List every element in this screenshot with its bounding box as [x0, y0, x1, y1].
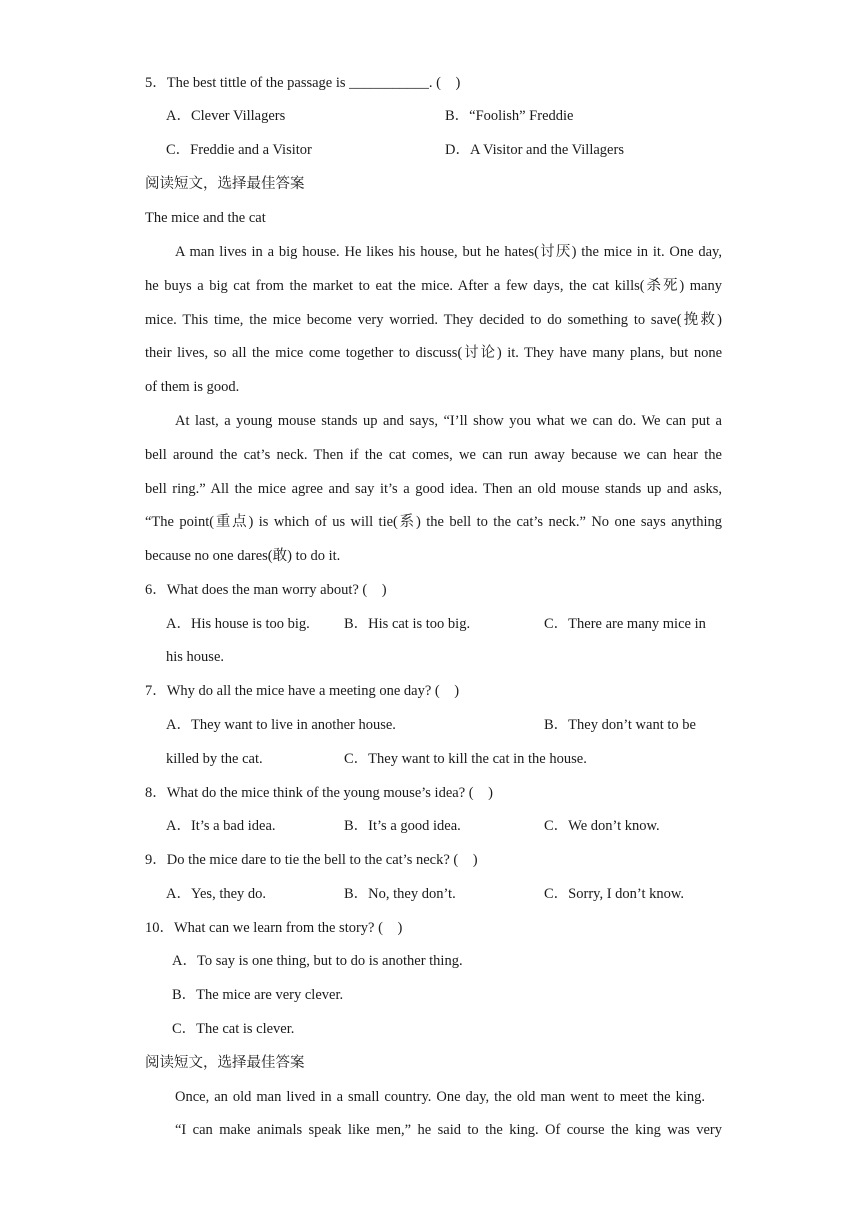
- q10-option-b[interactable]: B．The mice are very clever.: [172, 987, 344, 1003]
- passage-title: The mice and the cat: [145, 210, 266, 226]
- q5-option-b[interactable]: B．“Foolish” Freddie: [445, 108, 574, 124]
- q7-option-b-continued: killed by the cat.: [166, 751, 263, 767]
- q5-option-a[interactable]: A．Clever Villagers: [166, 108, 286, 124]
- passage-line: A man lives in a big house. He likes his house, but he hates(讨厌) the mice in it. One day,: [175, 244, 722, 260]
- passage-line: because no one dares(敢) to do it.: [145, 548, 341, 564]
- section-instruction: 阅读短文，选择最佳答案: [145, 1055, 305, 1071]
- q8-option-c[interactable]: C．We don’t know.: [544, 818, 660, 834]
- q7-option-b[interactable]: B．They don’t want to be: [544, 717, 696, 733]
- passage-line: “The point(重点) is which of us will tie(系) the bell to the cat’s neck.” No one says anything: [145, 514, 722, 530]
- q9-option-a[interactable]: A．Yes, they do.: [166, 886, 267, 902]
- q6-option-b[interactable]: B．His cat is too big.: [344, 616, 471, 632]
- passage-line: bell ring.” All the mice agree and say it’s a good idea. Then an old mouse stands up and asks,: [145, 481, 722, 497]
- passage-line: of them is good.: [145, 379, 240, 395]
- passage-line: At last, a young mouse stands up and says, “I’ll show you what we can do. We can put a: [175, 413, 722, 429]
- q5-stem: 5．The best tittle of the passage is ___________. ( ): [145, 75, 461, 91]
- q7-option-c[interactable]: C．They want to kill the cat in the house.: [344, 751, 587, 767]
- passage-line: Once, an old man lived in a small country. One day, the old man went to meet the king.: [175, 1089, 705, 1105]
- q7-stem: 7．Why do all the mice have a meeting one day? ( ): [145, 683, 460, 699]
- q6-stem: 6．What does the man worry about? ( ): [145, 582, 387, 598]
- passage-line: he buys a big cat from the market to eat the mice. After a few days, the cat kills(杀死) many: [145, 278, 722, 294]
- q6-option-c[interactable]: C．There are many mice in: [544, 616, 706, 632]
- q8-stem: 8．What do the mice think of the young mouse’s idea? ( ): [145, 785, 493, 801]
- q9-option-b[interactable]: B．No, they don’t.: [344, 886, 456, 902]
- q9-stem: 9．Do the mice dare to tie the bell to the cat’s neck? ( ): [145, 852, 478, 868]
- q5-option-d[interactable]: D．A Visitor and the Villagers: [445, 142, 624, 158]
- passage-line: their lives, so all the mice come together to discuss(讨论) it. They have many plans, but none: [145, 345, 722, 361]
- section-instruction: 阅读短文，选择最佳答案: [145, 176, 305, 192]
- q10-option-a[interactable]: A．To say is one thing, but to do is another thing.: [172, 953, 463, 969]
- passage-line: “I can make animals speak like men,” he said to the king. Of course the king was very: [175, 1122, 722, 1138]
- q8-option-b[interactable]: B．It’s a good idea.: [344, 818, 461, 834]
- passage-line: bell around the cat’s neck. Then if the cat comes, we can run away because we can hear the: [145, 447, 722, 463]
- q9-option-c[interactable]: C．Sorry, I don’t know.: [544, 886, 685, 902]
- q10-stem: 10．What can we learn from the story? ( ): [145, 920, 403, 936]
- passage-line: mice. This time, the mice become very worried. They decided to do something to save(挽救): [145, 312, 722, 328]
- q6-option-a[interactable]: A．His house is too big.: [166, 616, 310, 632]
- q7-option-a[interactable]: A．They want to live in another house.: [166, 717, 396, 733]
- q5-option-c[interactable]: C．Freddie and a Visitor: [166, 142, 312, 158]
- q10-option-c[interactable]: C．The cat is clever.: [172, 1021, 295, 1037]
- q6-option-c-continued: his house.: [166, 649, 224, 665]
- q8-option-a[interactable]: A．It’s a bad idea.: [166, 818, 276, 834]
